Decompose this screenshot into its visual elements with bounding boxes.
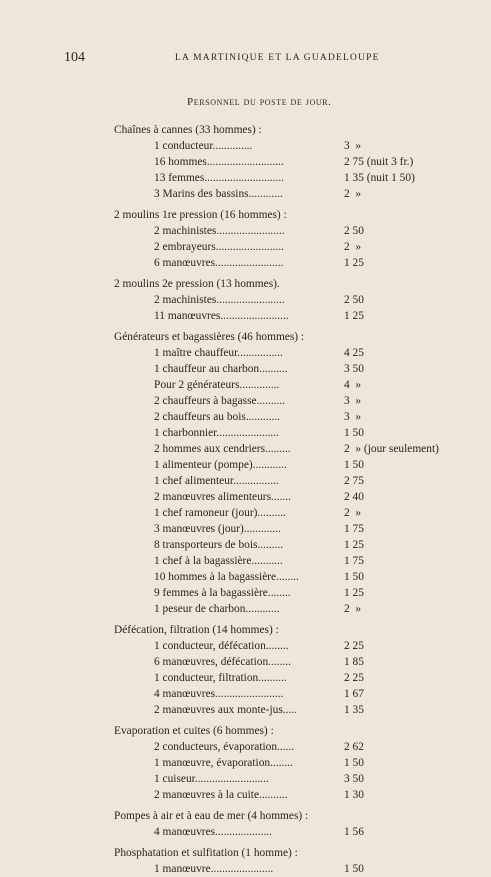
- entry-wage: 2 »: [344, 603, 362, 615]
- entry-label: 1 charbonnier......................: [154, 427, 279, 439]
- entry-label: 1 manœuvre......................: [154, 863, 274, 875]
- entry-wage: 2 50: [344, 294, 364, 306]
- entry-label: 10 hommes à la bagassière........: [154, 571, 299, 583]
- entry-label: 1 conducteur, filtration..........: [154, 672, 287, 684]
- entry-label: 2 machinistes........................: [154, 294, 285, 306]
- entry-label: 13 femmes............................: [154, 172, 285, 184]
- section-title: Personnel du poste de jour.: [187, 96, 332, 108]
- group-heading-text: Chaînes à cannes (33 hommes) :: [114, 124, 262, 136]
- entry-label: 11 manœuvres........................: [154, 310, 289, 322]
- entry-label: 6 manœuvres........................: [154, 257, 284, 269]
- entry-label: 1 conducteur, défécation........: [154, 640, 289, 652]
- entry-wage: 1 35 (nuit 1 50): [344, 172, 415, 184]
- entry-wage: 2 25: [344, 672, 364, 684]
- entry-wage: 1 75: [344, 523, 364, 535]
- entry-label: 1 chef ramoneur (jour)..........: [154, 507, 286, 519]
- entry-wage: 1 50: [344, 571, 364, 583]
- entry-wage: 2 » (jour seulement): [344, 443, 439, 455]
- entry-label: 1 cuiseur..........................: [154, 773, 269, 785]
- entry-label: 1 maître chauffeur................: [154, 347, 283, 359]
- entry-wage: 2 »: [344, 188, 362, 200]
- entry-label: 3 manœuvres (jour).............: [154, 523, 281, 535]
- entry-label: 1 chef alimenteur................: [154, 475, 279, 487]
- entry-wage: 1 30: [344, 789, 364, 801]
- group-heading-text: Evaporation et cuites (6 hommes) :: [114, 725, 274, 737]
- entry-label: 1 alimenteur (pompe)............: [154, 459, 287, 471]
- group-heading-text: Générateurs et bagassières (46 hommes) :: [114, 331, 305, 343]
- entry-wage: 4 »: [344, 379, 362, 391]
- entry-label: 9 femmes à la bagassière........: [154, 587, 291, 599]
- entry-label: 2 chauffeurs à bagasse..........: [154, 395, 286, 407]
- entry-label: 1 chef à la bagassière...........: [154, 555, 283, 567]
- entry-label: 2 hommes aux cendriers.........: [154, 443, 291, 455]
- entry-wage: 1 35: [344, 704, 364, 716]
- entry-wage: 1 25: [344, 257, 364, 269]
- entry-wage: 1 56: [344, 826, 364, 838]
- entry-wage: 2 »: [344, 507, 362, 519]
- entry-wage: 2 50: [344, 225, 364, 237]
- entry-wage: 2 »: [344, 241, 362, 253]
- entry-wage: 1 75: [344, 555, 364, 567]
- entry-label: 2 embrayeurs........................: [154, 241, 285, 253]
- entry-wage: 2 25: [344, 640, 364, 652]
- entry-wage: 4 25: [344, 347, 364, 359]
- entry-label: 2 manœuvres aux monte-jus.....: [154, 704, 297, 716]
- entry-label: 1 manœuvre, évaporation........: [154, 757, 293, 769]
- group-heading-text: Pompes à air et à eau de mer (4 hommes) :: [114, 810, 309, 822]
- entry-wage: 1 25: [344, 539, 364, 551]
- entry-wage: 3 »: [344, 395, 362, 407]
- entry-label: 1 peseur de charbon............: [154, 603, 280, 615]
- entry-label: 1 chauffeur au charbon..........: [154, 363, 288, 375]
- entry-wage: 1 85: [344, 656, 364, 668]
- entry-label: 4 manœuvres........................: [154, 688, 284, 700]
- entry-label: 3 Marins des bassins............: [154, 188, 283, 200]
- entry-label: 2 machinistes........................: [154, 225, 285, 237]
- entry-label: 2 conducteurs, évaporation......: [154, 741, 295, 753]
- entry-label: 16 hommes...........................: [154, 156, 284, 168]
- entry-wage: 3 »: [344, 411, 362, 423]
- entry-wage: 3 50: [344, 773, 364, 785]
- entry-label: 4 manœuvres....................: [154, 826, 273, 838]
- entry-wage: 1 50: [344, 863, 364, 875]
- entry-label: Pour 2 générateurs..............: [154, 379, 280, 391]
- entry-wage: 1 25: [344, 310, 364, 322]
- entry-wage: 2 75 (nuit 3 fr.): [344, 156, 414, 168]
- group-heading-text: Phosphatation et sulfitation (1 homme) :: [114, 847, 298, 859]
- entry-wage: 1 50: [344, 427, 364, 439]
- group-heading-text: Défécation, filtration (14 hommes) :: [114, 624, 279, 636]
- entry-label: 2 chauffeurs au bois............: [154, 411, 281, 423]
- entry-label: 1 conducteur..............: [154, 140, 253, 152]
- entry-wage: 1 50: [344, 757, 364, 769]
- entry-wage: 2 62: [344, 741, 364, 753]
- entry-label: 2 manœuvres alimenteurs.......: [154, 491, 291, 503]
- entry-wage: 1 25: [344, 587, 364, 599]
- entry-wage: 3 50: [344, 363, 364, 375]
- entry-wage: 1 50: [344, 459, 364, 471]
- entry-wage: 3 »: [344, 140, 362, 152]
- entry-wage: 1 67: [344, 688, 364, 700]
- entry-wage: 2 75: [344, 475, 364, 487]
- group-heading-text: 2 moulins 2e pression (13 hommes).: [114, 278, 280, 290]
- entry-label: 6 manœuvres, défécation........: [154, 656, 291, 668]
- running-title: LA MARTINIQUE ET LA GUADELOUPE: [175, 53, 380, 63]
- entry-wage: 2 40: [344, 491, 364, 503]
- entry-label: 8 transporteurs de bois.........: [154, 539, 284, 551]
- group-heading-text: 2 moulins 1re pression (16 hommes) :: [114, 209, 287, 221]
- entry-label: 2 manœuvres à la cuite..........: [154, 789, 288, 801]
- page-number: 104: [64, 50, 85, 65]
